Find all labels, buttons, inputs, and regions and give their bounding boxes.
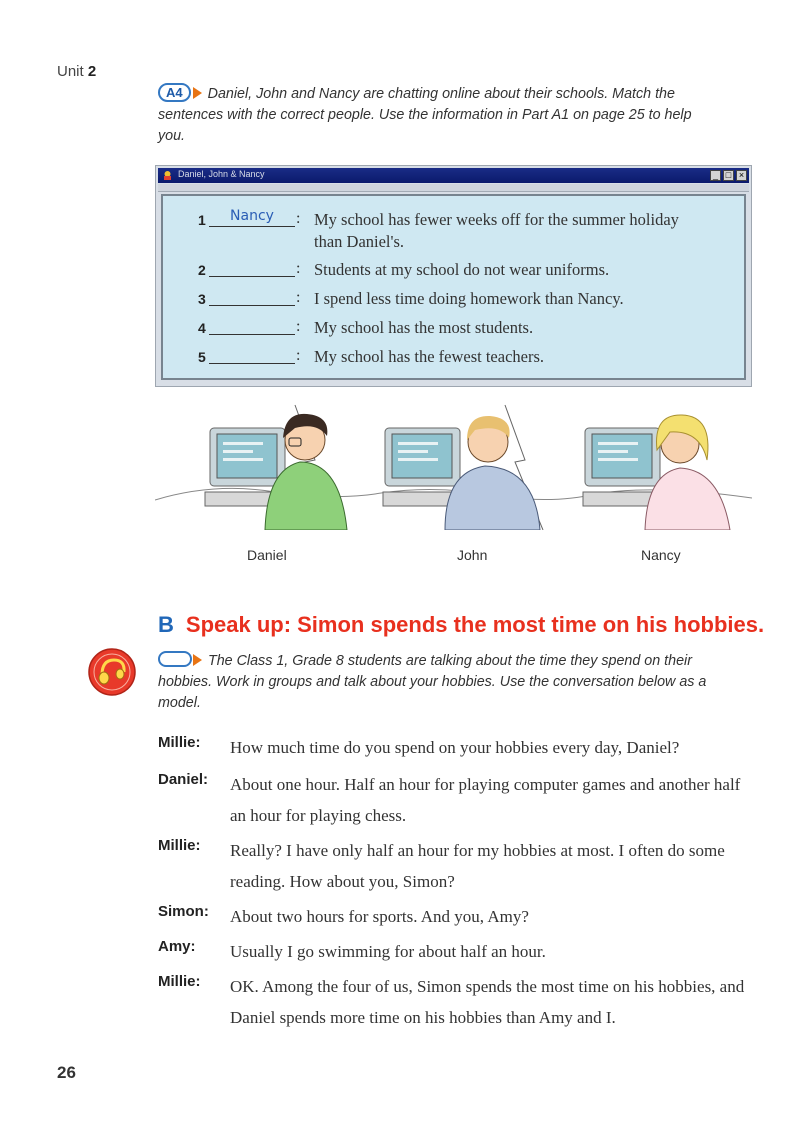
a4-instruction [158,83,718,147]
unit-number: 2 [87,63,97,80]
close-button[interactable]: × [736,170,747,181]
match-number: 5 [198,349,206,365]
dialogue-speaker: Millie: [158,973,201,990]
audio-play-icon[interactable] [193,87,202,99]
daniel-figure [205,414,347,530]
answer-field[interactable] [209,258,295,277]
a4-instruction-text: Daniel, John and Nancy are chatting online about their schools. Match the sentences with the correct people. Use the information in Part A1 on page 25 to help you. [158,86,692,144]
chat-body [161,194,746,380]
dialogue-speaker: Millie: [158,734,201,751]
dialogue-text: About two hours for sports. And you, Amy? [230,907,529,926]
answer-field[interactable] [209,287,295,306]
kids-at-computers-illustration [155,400,752,530]
dialogue-text: OK. Among the four of us, Simon spends the most time on his hobbies, and Daniel spends more time on his hobbies than Amy and I. [230,977,745,1027]
section-b-heading [158,612,764,638]
unit-label [57,63,96,80]
chat-window-title: Daniel, John & Nancy [178,169,265,179]
answer-field[interactable] [209,345,295,364]
dialogue-text: Usually I go swimming for about half an hour. [230,942,546,961]
dialogue-speaker: Millie: [158,837,201,854]
page-number: 26 [57,1063,76,1082]
dialogue-speaker: Daniel: [158,771,209,788]
match-sentence: My school has the fewest teachers. [314,347,545,366]
match-colon: : [296,347,301,364]
audio-play-icon[interactable] [193,654,202,666]
match-number: 4 [198,320,206,336]
dialogue-speaker: Simon: [158,903,209,920]
section-b-instruction-text: The Class 1, Grade 8 students are talking about the time they spend on their hobbies. Work in groups and talk about your hobbies. Use the conversation below as a model. [158,653,707,711]
answer-field[interactable]: Nancy [209,208,295,227]
chat-app-icon [162,170,173,181]
match-colon: : [296,289,301,306]
dialogue-text: Really? I have only half an hour for my hobbies at most. I often do some reading. How about you, Simon? [230,841,725,891]
chat-titlebar [158,168,749,183]
minimize-button[interactable]: _ [710,170,721,181]
match-number: 1 [198,212,206,228]
answer-field[interactable] [209,316,295,335]
name-john: John [457,547,488,563]
chat-menubar [158,184,749,192]
name-daniel: Daniel [247,547,287,563]
unit-prefix: Unit [57,63,84,80]
match-number: 2 [198,262,206,278]
match-number: 3 [198,291,206,307]
section-b-instruction [158,651,718,714]
nancy-figure [583,415,730,530]
a4-badge: A4 [158,83,191,102]
dialogue-speaker: Amy: [158,938,196,955]
track-badge [158,651,192,667]
chat-window [155,165,752,387]
match-colon: : [296,260,301,277]
dialogue-text: How much time do you spend on your hobbies every day, Daniel? [230,738,680,757]
section-b-title: Speak up: Simon spends the most time on his hobbies. [185,612,765,637]
match-sentence: My school has the most students. [314,318,534,337]
match-colon: : [296,210,301,227]
match-sentence: I spend less time doing homework than Nancy. [314,289,624,308]
match-colon: : [296,318,301,335]
name-nancy: Nancy [641,547,681,563]
section-b-letter: B [158,612,174,637]
speaking-headphones-icon [87,647,137,697]
maximize-button[interactable]: □ [723,170,734,181]
match-sentence: My school has fewer weeks off for the summer holiday than Daniel's. [314,210,679,251]
match-sentence: Students at my school do not wear uniforms. [314,260,610,279]
john-figure [383,416,540,530]
dialogue-text: About one hour. Half an hour for playing computer games and another half an hour for playing chess. [230,775,741,825]
